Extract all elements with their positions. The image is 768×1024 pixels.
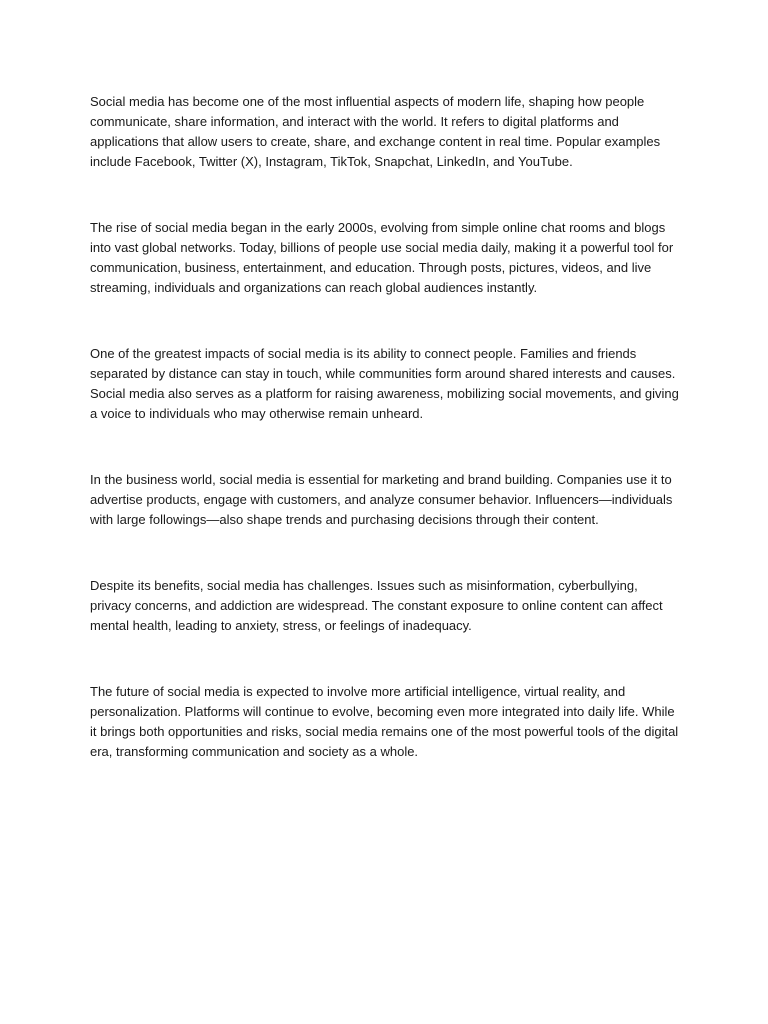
document-body xyxy=(90,92,680,808)
paragraph-connection: One of the greatest impacts of social media is its ability to connect people. Families and friends separated by distance can stay in touch, while communities form around shared interests and causes. Social media also serves as a platform for raising awareness, mobilizing social movements, and giving a voice to individuals who may otherwise remain unheard. xyxy=(90,346,679,421)
paragraph-business: In the business world, social media is essential for marketing and brand building. Companies use it to advertise products, engage with customers, and analyze consumer behavior. Influencers—individuals with large followings—also shape trends and purchasing decisions through their content. xyxy=(90,472,673,527)
paragraph-intro: Social media has become one of the most influential aspects of modern life, shaping how people communicate, share information, and interact with the world. It refers to digital platforms and applications that allow users to create, share, and exchange content in real time. Popular examples include Facebook, Twitter (X), Instagram, TikTok, Snapchat, LinkedIn, and YouTube. xyxy=(90,94,661,169)
paragraph-challenges: Despite its benefits, social media has challenges. Issues such as misinformation, cyberbullying, privacy concerns, and addiction are widespread. The constant exposure to online content can affect mental health, leading to anxiety, stress, or feelings of inadequacy. xyxy=(90,578,663,633)
paragraph-rise: The rise of social media began in the early 2000s, evolving from simple online chat rooms and blogs into vast global networks. Today, billions of people use social media daily, making it a powerful tool for communication, business, entertainment, and education. Through posts, pictures, videos, and live streaming, individuals and organizations can reach global audiences instantly. xyxy=(90,220,674,295)
paragraph-future: The future of social media is expected to involve more artificial intelligence, virtual reality, and personalization. Platforms will continue to evolve, becoming even more integrated into daily life. While it brings both opportunities and risks, social media remains one of the most powerful tools of the digital era, transforming communication and society as a whole. xyxy=(90,684,679,759)
